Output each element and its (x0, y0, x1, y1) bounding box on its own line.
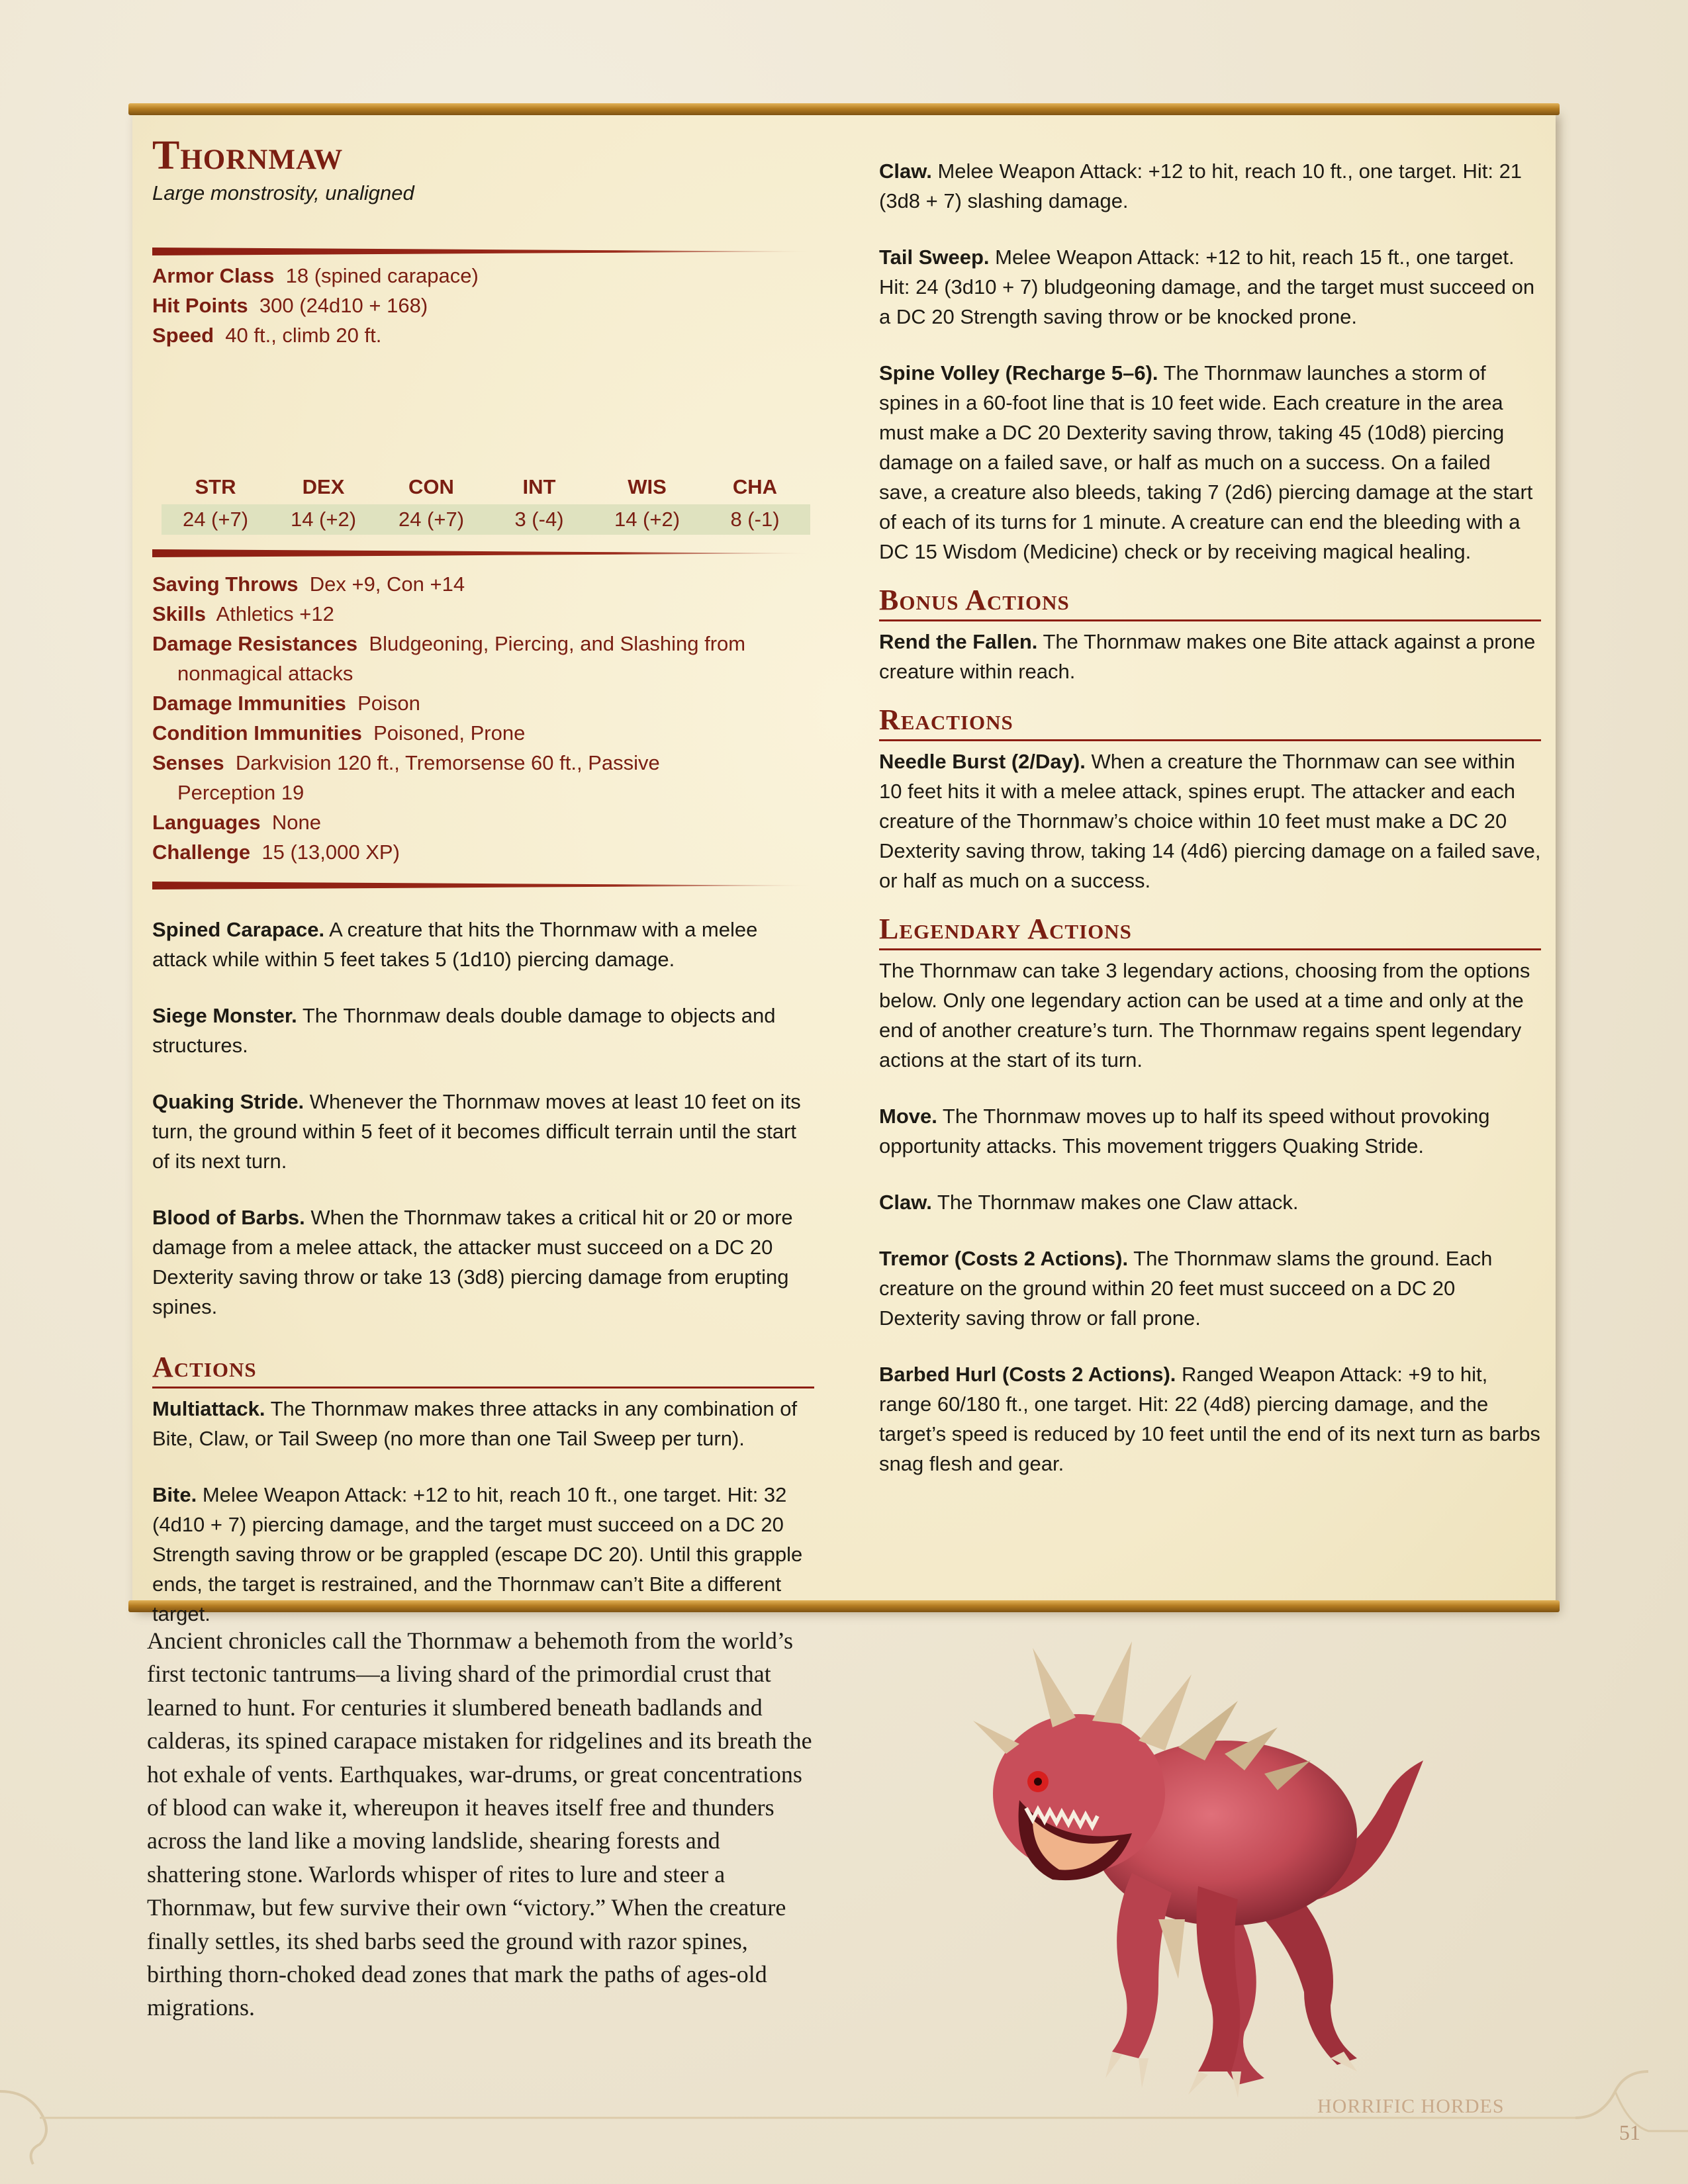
ability-header-row (162, 475, 810, 499)
legendary-action-text: The Thornmaw makes one Claw attack. (937, 1191, 1299, 1214)
legendary-action (879, 1244, 1541, 1333)
stat-block (132, 109, 1556, 1625)
scroll-rod-top (128, 103, 1560, 115)
ability-value-cha: 8 (-1) (730, 508, 780, 531)
property-value: 15 (13,000 XP) (261, 841, 400, 864)
property-value-continued: Perception 19 (177, 781, 305, 804)
legendary-action (879, 1187, 1541, 1217)
reaction-text: When a creature the Thornmaw can see within 10 feet hits it with a melee attack, spines erupt. The attacker and each creature of the Thornmaw’s choice within 10 feet must make a DC 20 Dexterity saving throw, taking 14 (4d6) piercing damage on a failed save, or half as much on a success. (879, 750, 1541, 892)
ability-value-row (162, 504, 810, 535)
monster-type: Large monstrosity, unaligned (152, 181, 414, 205)
divider (152, 248, 814, 255)
page-number: 51 (1619, 2120, 1640, 2144)
legendary-action-text: The Thornmaw slams the ground. Each creature on the ground within 20 feet must succeed on a DC 20 Dexterity saving throw or fall prone. (879, 1247, 1493, 1330)
action-text: Melee Weapon Attack: +12 to hit, reach 10 ft., one target. Hit: 32 (4d10 + 7) piercing damage, and the target must succeed on a DC 20 Strength saving throw or be grappled (escape DC 20). Until this grapple ends, the target is restrained, and the Thornmaw can’t Bite a different target. (152, 1483, 803, 1625)
action (152, 1394, 814, 1453)
secondary-stats (152, 569, 745, 867)
trait-text: A creature that hits the Thornmaw with a melee attack while within 5 feet takes 5 (1d10) piercing damage. (152, 918, 758, 971)
action (879, 242, 1541, 332)
property-value: Poison (357, 692, 420, 715)
trait-title: Blood of Barbs. (152, 1206, 305, 1229)
ability-name-cha: CHA (732, 475, 778, 498)
ability-value-int: 3 (-4) (514, 508, 564, 531)
property-row (152, 807, 745, 837)
legendary-action (879, 1359, 1541, 1479)
bonus-actions-heading: Bonus Actions (879, 581, 1541, 621)
ability-name-wis: WIS (628, 475, 667, 498)
property-row (152, 629, 745, 688)
lore-paragraph: Ancient chronicles call the Thornmaw a behemoth from the world’s first tectonic tantrums—a living shard of the primordial crust that learned to hunt. For centuries it slumbered beneath badlands and calderas, its spined carapace mistaken for ridgelines and its breath the hot exhale of vents. Earthquakes, war-drums, or great concentrations of blood can wake it, whereupon it heaves itself free and thunders across the land like a moving landslide, shearing forests and shattering stone. Warlords whisper of rites to lure and steer a Thornmaw, but few survive their own “victory.” When the creature finally settles, its shed barbs seed the ground with razor spines, birthing thorn-choked dead zones that mark the paths of ages-old migrations. (147, 1627, 812, 2021)
legendary-action-title: Barbed Hurl (Costs 2 Actions). (879, 1363, 1176, 1386)
action-title: Tail Sweep. (879, 246, 990, 269)
trait-text: Whenever the Thornmaw moves at least 10 feet on its turn, the ground within 5 feet of it becomes difficult terrain until the start of its next turn. (152, 1090, 801, 1173)
trait-text: The Thornmaw deals double damage to objects and structures. (152, 1004, 776, 1057)
action-text: The Thornmaw makes three attacks in any combination of Bite, Claw, or Tail Sweep (no more than one Tail Sweep per turn). (152, 1397, 798, 1450)
bonus-action-text: The Thornmaw makes one Bite attack against a prone creature within reach. (879, 630, 1536, 683)
property-label: Damage Immunities (152, 692, 346, 715)
legendary-action-text: Ranged Weapon Attack: +9 to hit, range 60/180 ft., one target. Hit: 22 (4d8) piercing damage, and the target’s speed is reduced by 10 feet until the end of its next turn as barbs snag flesh and gear. (879, 1363, 1540, 1475)
trait-text: When the Thornmaw takes a critical hit or 20 or more damage from a melee attack, the attacker must succeed on a DC 20 Dexterity saving throw or take 13 (3d8) piercing damage from erupting spines. (152, 1206, 793, 1318)
action-text: The Thornmaw launches a storm of spines in a 60-foot line that is 10 feet wide. Each creature in the area must make a DC 20 Dexterity saving throw, taking 45 (10d8) piercing damage on a failed save, or half as much on a success. On a failed save, a creature also bleeds, taking 7 (2d6) piercing damage at the start of each of its turns for 1 minute. A creature can end the bleeding with a DC 15 Wisdom (Medicine) check or by receiving magical healing. (879, 361, 1533, 563)
bonus-action (879, 627, 1541, 686)
ability-value-con: 24 (+7) (398, 508, 465, 531)
action-title: Bite. (152, 1483, 197, 1506)
action (152, 1480, 814, 1629)
property-row (152, 718, 745, 748)
legendary-action (879, 1101, 1541, 1161)
ability-name-int: INT (522, 475, 556, 498)
monster-name: Thornmaw (152, 133, 344, 178)
reactions-heading: Reactions (879, 701, 1541, 741)
legendary-intro: The Thornmaw can take 3 legendary actions, choosing from the options below. Only one legendary action can be used at a time and only at the end of another creature’s turn. The Thornmaw regains spent legendary actions at the start of its turn. (879, 959, 1530, 1071)
property-row (152, 688, 745, 718)
ability-value-dex: 14 (+2) (290, 508, 357, 531)
legendary-actions-heading: Legendary Actions (879, 910, 1541, 950)
reaction (879, 747, 1541, 895)
ability-value-str: 24 (+7) (182, 508, 249, 531)
bonus-action-title: Rend the Fallen. (879, 630, 1038, 653)
property-label: Languages (152, 811, 261, 834)
legendary-action-title: Move. (879, 1105, 937, 1128)
speed: Speed 40 ft., climb 20 ft. (152, 324, 382, 347)
action (879, 156, 1541, 216)
property-value-continued: nonmagical attacks (177, 662, 353, 685)
action-text: Melee Weapon Attack: +12 to hit, reach 10 ft., one target. Hit: 21 (3d8 + 7) slashing damage. (879, 159, 1523, 212)
property-value: None (271, 811, 321, 834)
property-row (152, 569, 745, 599)
traits-and-actions (152, 915, 814, 1655)
property-row (152, 599, 745, 629)
trait-title: Spined Carapace. (152, 918, 325, 941)
property-value: Athletics +12 (216, 602, 334, 625)
property-value: Darkvision 120 ft., Tremorsense 60 ft., Passive (235, 751, 660, 774)
legendary-action-title: Claw. (879, 1191, 932, 1214)
core-stats (152, 261, 479, 350)
trait (152, 915, 814, 974)
actions-heading: Actions (152, 1348, 814, 1388)
property-value: Poisoned, Prone (373, 721, 526, 745)
action-title: Spine Volley (Recharge 5–6). (879, 361, 1158, 385)
book-title-footer: HORRIFIC HORDES (1317, 2095, 1505, 2117)
ability-scores (162, 473, 810, 536)
property-label: Damage Resistances (152, 632, 358, 655)
property-label: Senses (152, 751, 224, 774)
property-value: Dex +9, Con +14 (309, 572, 465, 596)
hit-points: Hit Points 300 (24d10 + 168) (152, 294, 428, 317)
property-label: Challenge (152, 841, 251, 864)
action-title: Multiattack. (152, 1397, 265, 1420)
action-text: Melee Weapon Attack: +12 to hit, reach 15 ft., one target. Hit: 24 (3d10 + 7) bludgeoning damage, and the target must succeed on a DC 20 Strength saving throw or be knocked prone. (879, 246, 1535, 328)
property-row (152, 748, 745, 807)
armor-class: Armor Class 18 (spined carapace) (152, 264, 479, 287)
trait (152, 1203, 814, 1322)
action (879, 358, 1541, 567)
right-column-content (879, 156, 1541, 1505)
property-value: Bludgeoning, Piercing, and Slashing from (369, 632, 746, 655)
ability-value-wis: 14 (+2) (614, 508, 680, 531)
trait (152, 1001, 814, 1060)
ability-name-str: STR (195, 475, 236, 498)
ability-name-dex: DEX (302, 475, 345, 498)
trait (152, 1087, 814, 1176)
divider (152, 882, 814, 889)
legendary-action-title: Tremor (Costs 2 Actions). (879, 1247, 1129, 1270)
trait-title: Siege Monster. (152, 1004, 297, 1027)
divider (152, 549, 814, 557)
thornmaw-illustration (960, 1635, 1476, 2111)
trait-title: Quaking Stride. (152, 1090, 305, 1113)
reaction-title: Needle Burst (2/Day). (879, 750, 1086, 773)
property-label: Skills (152, 602, 206, 625)
ability-name-con: CON (408, 475, 454, 498)
property-row (152, 837, 745, 867)
property-label: Condition Immunities (152, 721, 362, 745)
property-label: Saving Throws (152, 572, 299, 596)
legendary-action-text: The Thornmaw moves up to half its speed without provoking opportunity attacks. This movement triggers Quaking Stride. (879, 1105, 1490, 1158)
action-title: Claw. (879, 159, 932, 183)
